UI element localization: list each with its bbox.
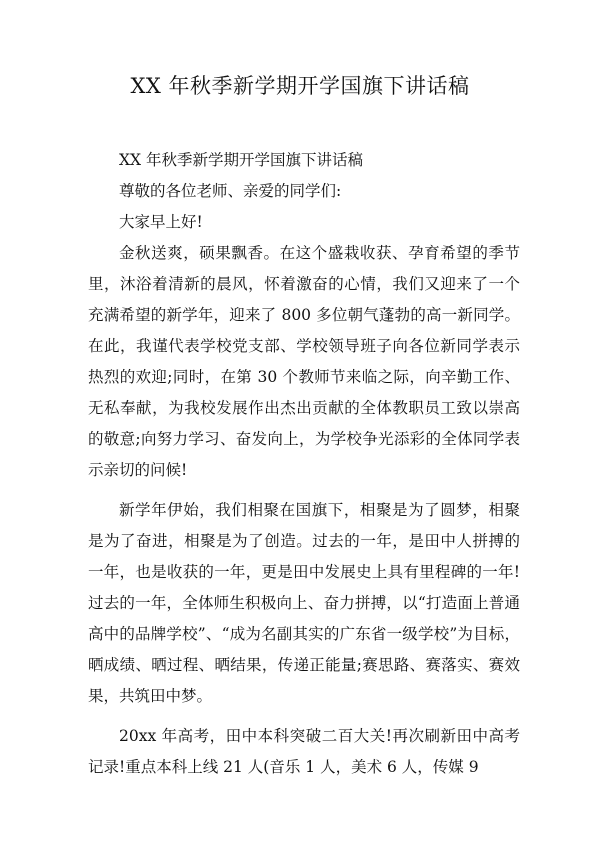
paragraph-1: 金秋送爽，硕果飘香。在这个盛栽收获、孕育希望的季节里，沐浴着清新的晨风，怀着激奋的心情，我们又迎来了一个充满希望的新学年，迎来了 800 多位朝气蓬勃的高一新同学。在此，我谨代表学校党支部、学校领导班子向各位新同学表示热烈的欢迎;同时，在第 30 个教师节来临之际，向辛勤工作、无私奉献，为我校发展作出杰出贡献的全体教职员工致以崇高的敬意;向努力学习、奋发向上，为学校争光添彩的全体同学表示亲切的问候! bbox=[88, 244, 520, 479]
paragraph-salutation: 尊敬的各位老师、亲爱的同学们: bbox=[119, 182, 342, 200]
paragraph-greeting: 大家早上好! bbox=[119, 213, 203, 231]
document-body bbox=[88, 145, 520, 783]
document-title: XX 年秋季新学期开学国旗下讲话稿 bbox=[130, 74, 470, 98]
paragraph-3: 20xx 年高考，田中本科突破二百大关!再次刷新田中高考记录!重点本科上线 21 人(音乐 1 人，美术 6 人，传媒 9 bbox=[88, 727, 520, 776]
paragraph-2: 新学年伊始，我们相聚在国旗下，相聚是为了圆梦，相聚是为了奋进，相聚是为了创造。过去的一年，是田中人拼搏的一年，也是收获的一年，更是田中发展史上具有里程碑的一年!过去的一年，全体师生积极向上、奋力拼搏，以“打造面上普通高中的品牌学校”、“成为名副其实的广东省一级学校”为目标，晒成绩、晒过程、晒结果，传递正能量;赛思路、赛落实、赛效果，共筑田中梦。 bbox=[88, 501, 520, 705]
paragraph-heading: XX 年秋季新学期开学国旗下讲话稿 bbox=[119, 151, 363, 169]
